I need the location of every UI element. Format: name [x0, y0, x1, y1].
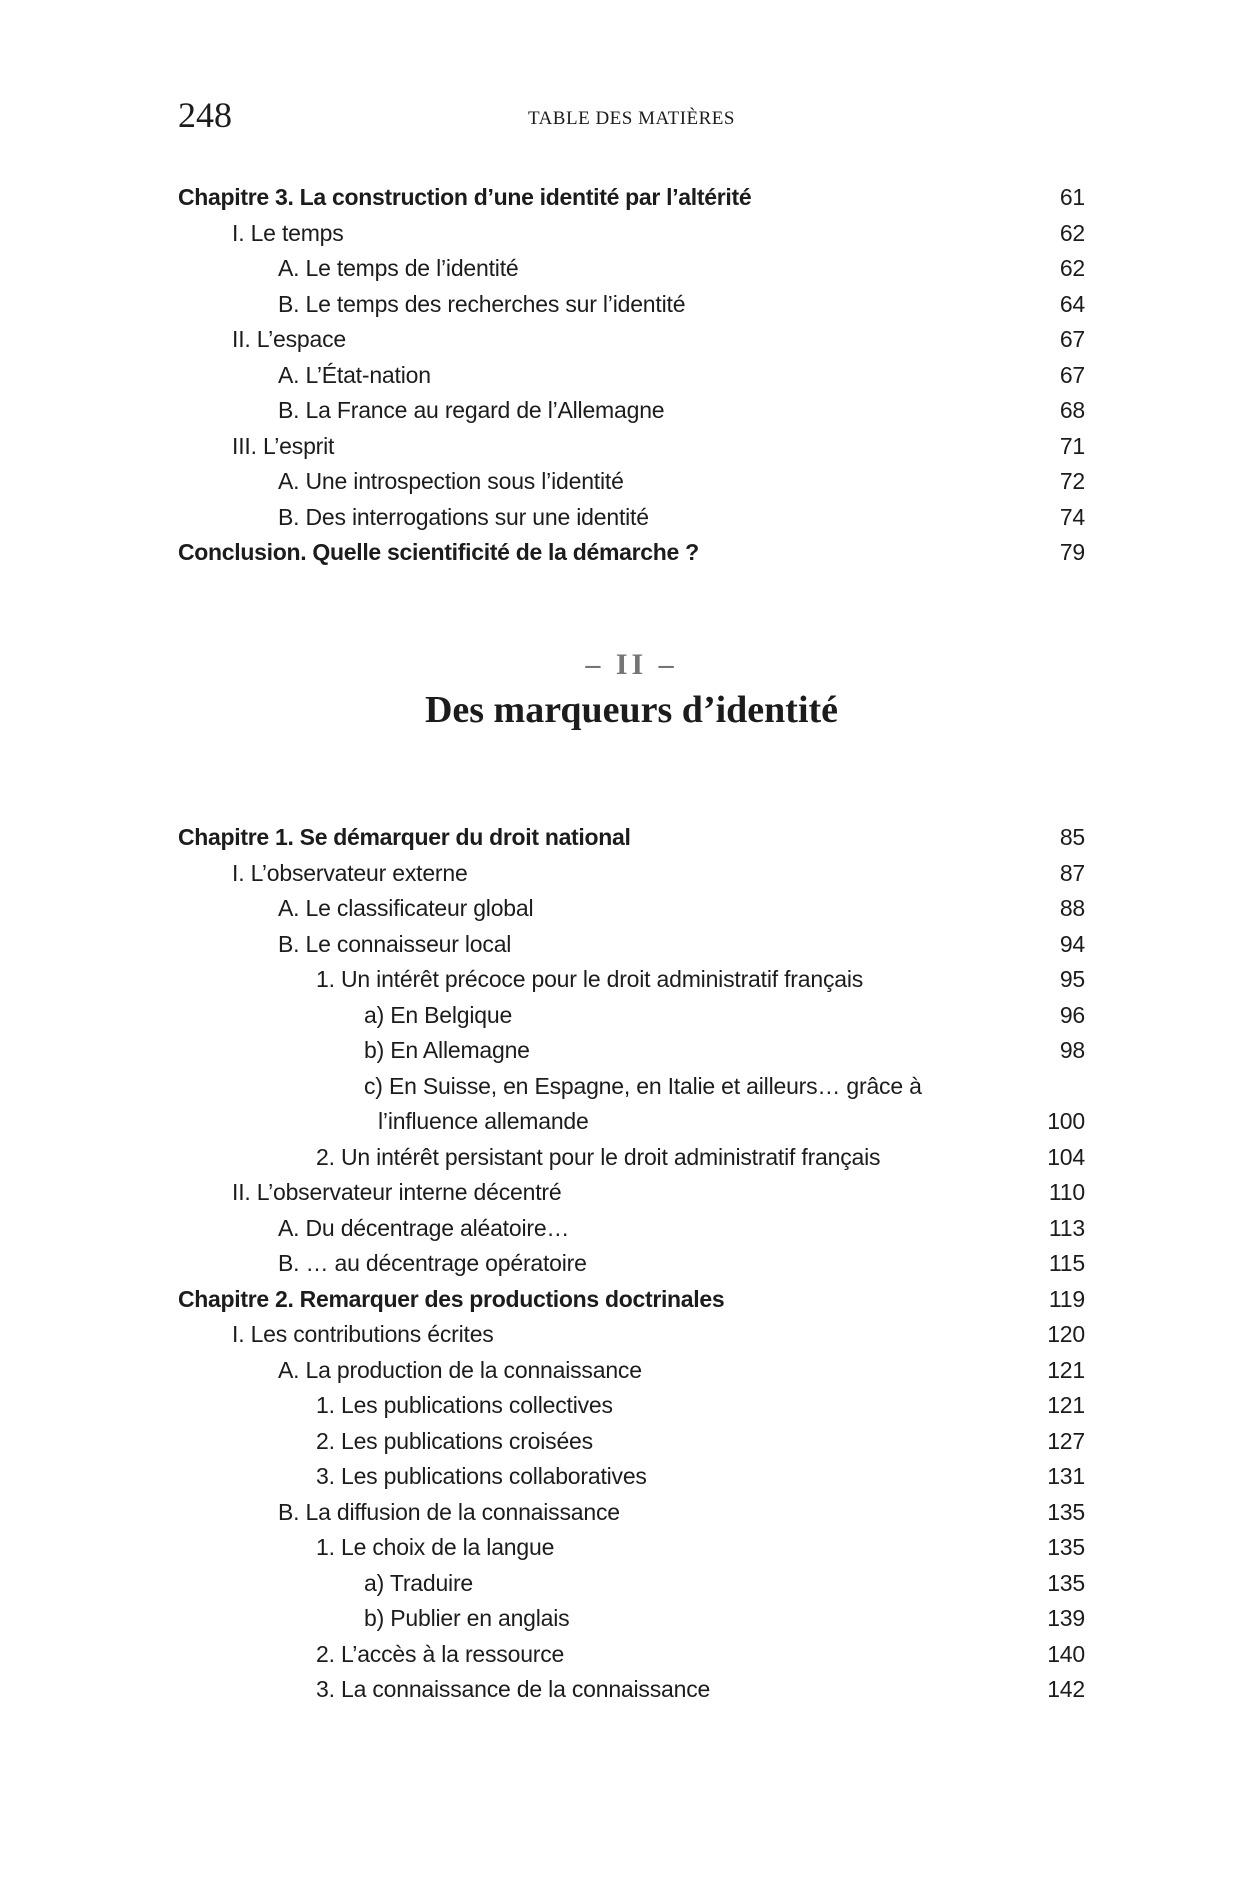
- toc-entry: [178, 1424, 1085, 1460]
- toc-entry-title: A. La production de la connaissance: [278, 1356, 642, 1383]
- toc-entry-page: 121: [1047, 1356, 1085, 1383]
- toc-entry-page: 67: [1059, 326, 1085, 352]
- toc-entry-title: B. … au décentrage opératoire: [278, 1250, 587, 1276]
- toc-entry-title: A. L’État-nation: [278, 361, 431, 388]
- toc-entry: [178, 1211, 1085, 1247]
- toc-entry-title: 1. Un intérêt précoce pour le droit administratif français: [316, 966, 864, 992]
- toc-entry-title: 1. Les publications collectives: [316, 1392, 613, 1418]
- toc-entry-page: 94: [1059, 930, 1085, 957]
- toc-entry-title: A. Une introspection sous l’identité: [278, 468, 624, 494]
- toc-entry-title: A. Le temps de l’identité: [278, 255, 519, 281]
- toc-entry-title: 2. Un intérêt persistant pour le droit administratif français: [316, 1143, 881, 1170]
- toc-entry-title: II. L’espace: [232, 326, 346, 352]
- toc-entry: [178, 393, 1085, 429]
- toc-entry-page: 135: [1047, 1498, 1085, 1525]
- toc-entry: [178, 1353, 1085, 1389]
- toc-entry-page: 74: [1059, 503, 1085, 530]
- toc-entry-title: A. Du décentrage aléatoire…: [278, 1214, 570, 1241]
- toc-entry-page: 115: [1048, 1250, 1085, 1276]
- toc-entry-page: 100: [1047, 1108, 1085, 1134]
- toc-entry: [178, 1495, 1085, 1531]
- toc-entry: [178, 464, 1085, 500]
- part-heading: [178, 648, 1085, 732]
- toc-entry-title: a) Traduire: [364, 1569, 474, 1596]
- toc-entry: [178, 1175, 1085, 1211]
- toc-entry-title: B. Le temps des recherches sur l’identité: [278, 290, 686, 317]
- toc-entry: [178, 1104, 1085, 1140]
- toc-entry-title: b) Publier en anglais: [364, 1605, 570, 1631]
- toc-entry: [178, 1317, 1085, 1353]
- toc-entry: [178, 1566, 1085, 1602]
- toc-entry-title: l’influence allemande: [378, 1108, 589, 1134]
- toc-entry: [178, 287, 1085, 323]
- toc-entry-title: c) En Suisse, en Espagne, en Italie et ailleurs… grâce à: [364, 1072, 922, 1099]
- toc-entry-page: 135: [1047, 1534, 1085, 1560]
- toc-entry-title: B. La diffusion de la connaissance: [278, 1498, 620, 1525]
- toc-entry: [178, 820, 1085, 856]
- toc-entry-page: 61: [1059, 184, 1085, 210]
- toc-entry-page: 140: [1047, 1640, 1085, 1667]
- toc-entry: [178, 358, 1085, 394]
- toc-entry: [178, 251, 1085, 287]
- toc-entry: [178, 1601, 1085, 1637]
- toc-block-part-2: [178, 820, 1085, 1708]
- toc-entry-page: 98: [1059, 1037, 1085, 1063]
- toc-entry: [178, 927, 1085, 963]
- running-header: [178, 92, 1085, 134]
- toc-entry-page: 104: [1047, 1143, 1085, 1170]
- toc-entry-title: 2. Les publications croisées: [316, 1427, 593, 1454]
- toc-entry-title: I. Le temps: [232, 219, 344, 246]
- toc-entry: [178, 322, 1085, 358]
- toc-entry-page: 127: [1047, 1427, 1085, 1454]
- toc-entry-page: 139: [1047, 1605, 1085, 1631]
- part-title: Des marqueurs d’identité: [424, 689, 839, 731]
- toc-entry-title: I. Les contributions écrites: [232, 1321, 494, 1347]
- toc-entry-title: Conclusion. Quelle scientificité de la démarche ?: [178, 539, 699, 565]
- toc-entry-page: 131: [1047, 1463, 1085, 1489]
- toc-entry: [178, 1637, 1085, 1673]
- toc-entry-title: 3. Les publications collaboratives: [316, 1463, 647, 1489]
- toc-entry-page: 119: [1048, 1285, 1085, 1312]
- toc-entry-page: 79: [1059, 539, 1085, 565]
- toc-entry-page: 142: [1047, 1676, 1085, 1702]
- toc-entry-title: 1. Le choix de la langue: [316, 1534, 555, 1560]
- toc-entry: [178, 500, 1085, 536]
- toc-entry-title: B. Des interrogations sur une identité: [278, 503, 649, 530]
- toc-entry: [178, 962, 1085, 998]
- toc-entry-page: 71: [1059, 432, 1085, 459]
- page-number-folio: 248: [178, 95, 232, 135]
- toc-entry: [178, 856, 1085, 892]
- toc-entry-title: B. Le connaisseur local: [278, 930, 512, 957]
- toc-entry: [178, 1282, 1085, 1318]
- toc-entry-page: 95: [1059, 966, 1085, 992]
- toc-entry: [178, 1140, 1085, 1176]
- toc-entry-page: 72: [1059, 468, 1085, 494]
- toc-entry: [178, 180, 1085, 216]
- toc-entry: [178, 429, 1085, 465]
- toc-entry: [178, 1246, 1085, 1282]
- toc-entry-title: Chapitre 3. La construction d’une identité par l’altérité: [178, 184, 752, 210]
- toc-entry-page: 67: [1059, 361, 1085, 388]
- toc-entry: [178, 1033, 1085, 1069]
- part-number: – II –: [585, 648, 678, 681]
- toc-entry-page: 87: [1059, 859, 1085, 886]
- toc-entry-title: A. Le classificateur global: [278, 895, 534, 921]
- toc-entry-title: Chapitre 1. Se démarquer du droit national: [178, 824, 631, 850]
- toc-entry-title: I. L’observateur externe: [232, 859, 468, 886]
- toc-entry-title: 3. La connaissance de la connaissance: [316, 1676, 711, 1702]
- toc-entry: [178, 1672, 1085, 1708]
- toc-entry-title: B. La France au regard de l’Allemagne: [278, 397, 665, 423]
- toc-block-chapter-3: [178, 180, 1085, 571]
- toc-entry: [178, 1459, 1085, 1495]
- toc-entry: [178, 1388, 1085, 1424]
- toc-entry-page: 113: [1048, 1214, 1085, 1241]
- toc-entry-page: 120: [1047, 1321, 1085, 1347]
- toc-entry-page: 110: [1048, 1179, 1085, 1205]
- toc-entry-page: 88: [1059, 895, 1085, 921]
- toc-entry-title: 2. L’accès à la ressource: [316, 1640, 565, 1667]
- toc-entry-page: 96: [1059, 1001, 1085, 1028]
- toc-entry-page: 64: [1059, 290, 1085, 317]
- toc-entry-page: 62: [1059, 255, 1085, 281]
- toc-entry-title: b) En Allemagne: [364, 1037, 530, 1063]
- toc-entry-page: 121: [1047, 1392, 1085, 1418]
- toc-entry: [178, 1069, 1085, 1105]
- toc-entry: [178, 891, 1085, 927]
- toc-entry-title: Chapitre 2. Remarquer des productions doctrinales: [178, 1285, 725, 1312]
- toc-entry-title: III. L’esprit: [232, 432, 335, 459]
- running-header-title: TABLE DES MATIÈRES: [528, 108, 735, 129]
- toc-entry-title: a) En Belgique: [364, 1001, 513, 1028]
- toc-entry-title: II. L’observateur interne décentré: [232, 1179, 562, 1205]
- toc-entry-page: 85: [1059, 824, 1085, 850]
- toc-entry: [178, 1530, 1085, 1566]
- toc-entry-page: 68: [1059, 397, 1085, 423]
- toc-entry: [178, 216, 1085, 252]
- toc-entry-page: 62: [1059, 219, 1085, 246]
- toc-entry: [178, 535, 1085, 571]
- toc-entry: [178, 998, 1085, 1034]
- toc-entry-page: 135: [1047, 1569, 1085, 1596]
